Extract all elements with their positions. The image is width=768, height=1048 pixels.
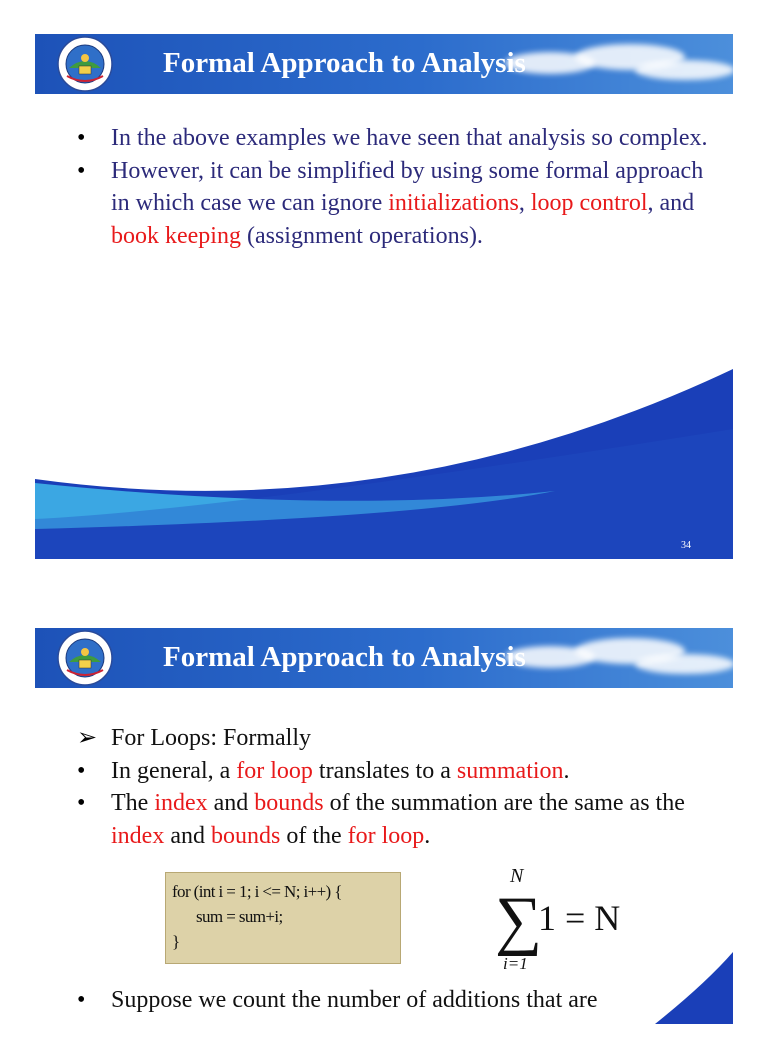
bullet-text: and [164,822,211,849]
code-line: } [172,932,180,951]
bullet-text: . [563,757,570,784]
slide-title: Formal Approach to Analysis [163,47,526,79]
bullet-text: For Loops: Formally [111,725,312,751]
highlighted-term: bounds [254,790,324,816]
bullet-text: of the summation are the same as the [323,790,685,816]
highlighted-term: book keeping [111,222,241,249]
code-line: sum = sum+i; [196,907,283,926]
list-item [75,787,715,852]
bullet-marker: • [77,157,86,184]
highlighted-term: for loop [347,822,425,849]
bullet-marker: ➢ [77,725,98,751]
bullet-list [75,722,715,852]
bullet-text: In the above examples we have seen that analysis so complex. [111,125,708,151]
sum-body: 1 = N [538,898,621,938]
list-item: • Suppose we count the number of additions that are [77,987,598,1013]
highlighted-term: summation [456,757,564,784]
list-item [75,155,715,253]
bullet-text: In general, a [111,757,237,784]
highlighted-term: bounds [210,822,281,849]
highlighted-term: index [154,790,208,816]
footer-wave [35,369,733,559]
university-seal-icon [57,36,113,92]
slide-header [35,34,733,94]
slide-35 [35,628,733,1048]
sigma-icon: ∑ [495,884,543,957]
university-seal-icon [57,630,113,686]
bullet-marker: • [77,790,86,816]
highlighted-term: for loop [236,757,313,784]
bullet-text: (assignment operations). [240,222,483,249]
bullet-text: , and [647,190,695,216]
highlighted-term: index [111,822,165,849]
footer-wave [35,944,733,1024]
sum-upper-bound: N [510,865,524,887]
bullet-marker: • [77,757,86,784]
slide-title: Formal Approach to Analysis [163,641,526,673]
bullet-marker: • [77,125,86,151]
slide-34 [35,34,733,559]
bullet-list [75,122,715,252]
bullet-text: , [518,190,531,216]
list-item [75,755,715,788]
bullet-text: translates to a [312,757,457,784]
code-line: for (int i = 1; i <= N; i++) { [172,882,342,901]
bullet-text: The [111,790,155,816]
list-item [75,122,715,155]
highlighted-term: loop control [530,190,648,216]
slide-header [35,628,733,688]
page-number: 34 [681,540,691,551]
bullet-text: . [424,822,431,849]
bullet-text: of the [280,822,348,849]
list-item [75,722,715,755]
highlighted-term: initializations [388,190,519,216]
sum-lower-bound: i=1 [503,954,528,972]
bullet-text: However, it can be simplified by using some formal approach in which case we can ignore [111,157,704,216]
bullet-text: and [207,790,255,816]
